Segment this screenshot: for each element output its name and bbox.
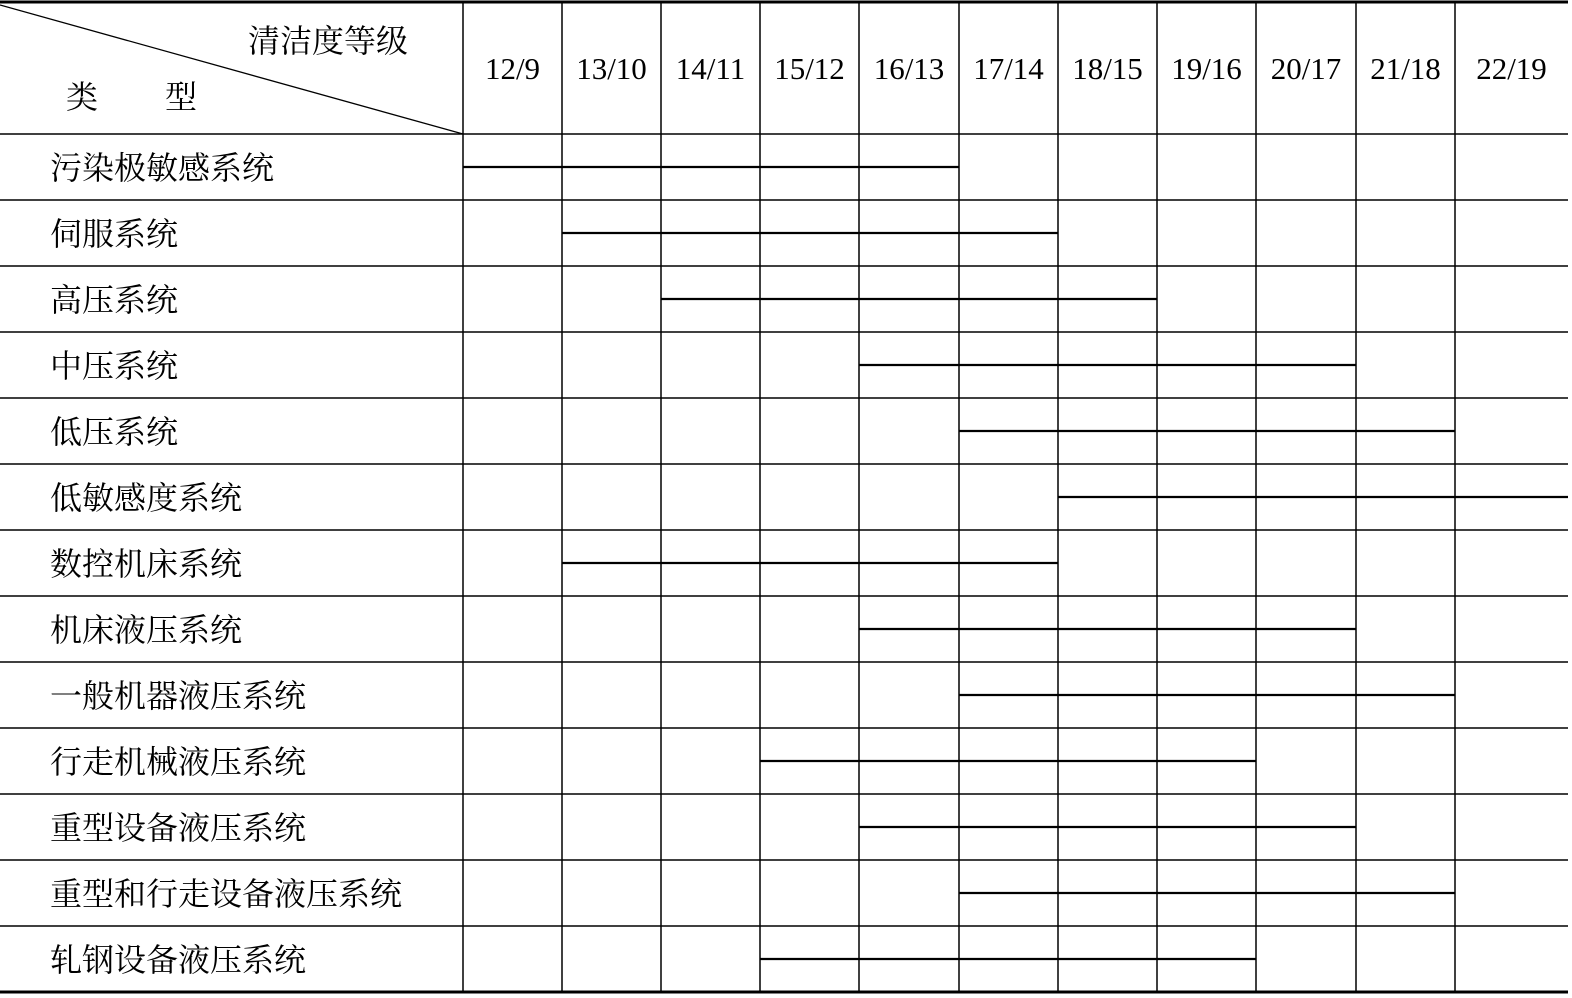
row-label: 重型设备液压系统: [50, 810, 307, 846]
corner-header-type-char-2: 型: [165, 79, 198, 115]
column-header-18-15: 18/15: [1072, 51, 1143, 86]
column-header-16-13: 16/13: [873, 51, 945, 86]
column-header-22-19: 22/19: [1476, 51, 1547, 86]
column-header-12-9: 12/9: [484, 51, 541, 86]
column-header-20-17: 20/17: [1270, 51, 1342, 86]
column-header-14-11: 14/11: [675, 51, 746, 86]
corner-header-grade: 清洁度等级: [248, 23, 409, 59]
column-header-19-16: 19/16: [1171, 51, 1242, 86]
row-label: 低压系统: [50, 414, 179, 450]
row-label: 重型和行走设备液压系统: [50, 876, 403, 912]
row-label: 中压系统: [50, 348, 179, 384]
corner-header-type-char-1: 类: [66, 79, 99, 115]
row-label: 低敏感度系统: [50, 480, 243, 516]
column-header-15-12: 15/12: [774, 51, 845, 86]
row-label: 数控机床系统: [50, 546, 243, 582]
column-header-17-14: 17/14: [973, 51, 1044, 86]
row-label: 伺服系统: [50, 216, 179, 252]
row-label: 轧钢设备液压系统: [50, 942, 307, 978]
column-header-21-18: 21/18: [1370, 51, 1441, 86]
row-label: 污染极敏感系统: [50, 150, 275, 186]
row-label: 行走机械液压系统: [50, 744, 307, 780]
row-label: 机床液压系统: [50, 612, 243, 648]
row-label: 一般机器液压系统: [50, 678, 307, 714]
column-header-13-10: 13/10: [576, 51, 647, 86]
row-label: 高压系统: [50, 282, 179, 318]
